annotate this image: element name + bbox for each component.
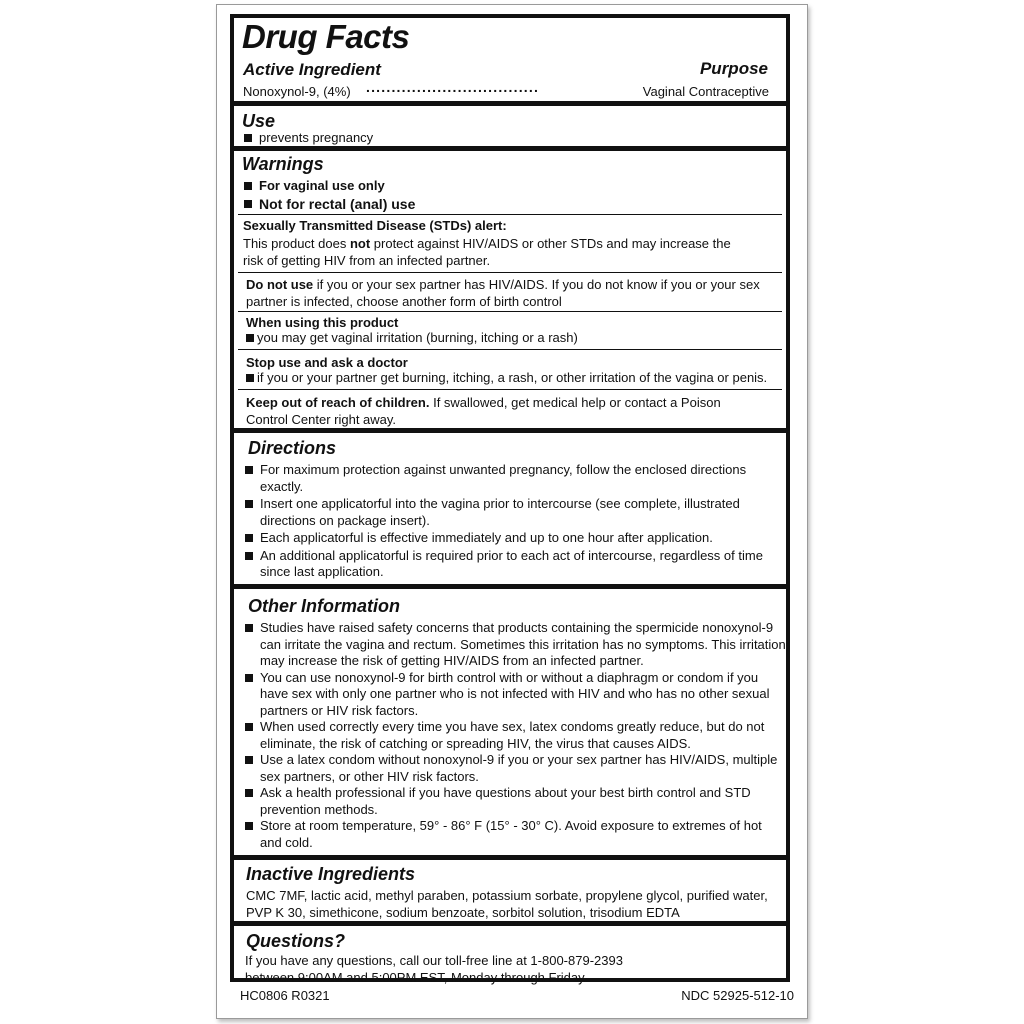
list-item: Ask a health professional if you have questions about your best birth control and STD prevention methods. — [244, 785, 786, 818]
warnings-section — [234, 151, 786, 433]
divider — [238, 311, 782, 312]
drug-facts-panel — [230, 14, 790, 985]
do-not-use-text — [246, 277, 776, 310]
list-item: Studies have raised safety concerns that products containing the spermicide nonoxynol-9 can irritate the vagina and rectum. Sometimes this irritation has no symptoms. This irritation may increase the risk of getting HIV/AIDS from an infected partner. — [244, 620, 786, 670]
other-information-header: Other Information — [248, 596, 400, 616]
keep-out-rest: If swallowed, get medical help or contact a Poison Control Center right away. — [246, 395, 721, 427]
when-using-item: you may get vaginal irritation (burning, itching or a rash) — [245, 330, 578, 347]
questions-text: If you have any questions, call our toll-free line at 1-800-879-2393 between 9:00AM and 5:00PM EST, Monday through Friday. — [245, 953, 623, 985]
directions-section — [234, 433, 786, 589]
keep-out-bold: Keep out of reach of children. — [246, 395, 430, 410]
active-ingredient-header: Active Ingredient — [243, 60, 381, 79]
when-using-title: When using this product — [246, 315, 399, 330]
list-item: When used correctly every time you have sex, latex condoms greatly reduce, but do not eliminate, the risk of catching or spreading HIV, the virus that causes AIDS. — [244, 719, 786, 752]
ndc-number: NDC 52925-512-10 — [681, 988, 794, 1003]
directions-list — [244, 462, 764, 581]
use-header: Use — [242, 111, 276, 131]
other-information-section — [234, 589, 786, 860]
keep-out-text — [246, 395, 746, 428]
do-not-use-rest: if you or your sex partner has HIV/AIDS. If you do not know if you or your sex partner is infected, choose another form of birth control — [246, 277, 760, 309]
list-item: An additional applicatorful is required prior to each act of intercourse, regardless of time since last application. — [244, 548, 764, 581]
std-text-part: protect against HIV/AIDS or other STDs and may increase the risk of getting HIV from an infected partner. — [243, 236, 731, 268]
inactive-ingredients-header: Inactive Ingredients — [246, 864, 416, 884]
use-item: prevents pregnancy — [243, 130, 373, 147]
do-not-use-bold: Do not use — [246, 277, 314, 292]
std-alert-text — [243, 236, 753, 269]
list-item: Insert one applicatorful into the vagina prior to intercourse (see complete, illustrated directions on package insert). — [244, 496, 764, 529]
directions-header: Directions — [248, 438, 337, 458]
list-item: For maximum protection against unwanted pregnancy, follow the enclosed directions exactly. — [244, 462, 764, 495]
list-item: Use a latex condom without nonoxynol-9 if you or your sex partner has HIV/AIDS, multiple sex partners, or other HIV risk factors. — [244, 752, 786, 785]
leader-dots: .................................. — [366, 79, 540, 95]
purpose-text: Vaginal Contraceptive — [642, 84, 769, 99]
purpose-header: Purpose — [699, 59, 768, 78]
inactive-ingredients-section — [234, 860, 786, 926]
warning-not-rectal: Not for rectal (anal) use — [243, 196, 415, 212]
divider — [238, 389, 782, 390]
std-text-part: This product does — [243, 236, 350, 251]
warnings-header: Warnings — [242, 154, 324, 174]
questions-section — [234, 926, 786, 985]
std-alert-title: Sexually Transmitted Disease (STDs) alert: — [243, 218, 507, 233]
divider — [238, 349, 782, 350]
use-section — [234, 106, 786, 151]
divider — [238, 272, 782, 273]
active-ingredient-section — [234, 18, 786, 106]
std-text-bold: not — [349, 236, 371, 251]
list-item: You can use nonoxynol-9 for birth control with or without a diaphragm or condom if you have sex with only one partner who is not infected with HIV and who has no other sexual partners or HIV risk factors. — [244, 670, 786, 720]
stop-use-title: Stop use and ask a doctor — [246, 355, 408, 370]
inactive-ingredients-text: CMC 7MF, lactic acid, methyl paraben, potassium sorbate, propylene glycol, purified water, PVP K 30, simethicone, sodium benzoate, sorbitol solution, trisodium EDTA — [246, 888, 768, 920]
product-code: HC0806 R0321 — [240, 988, 330, 1003]
other-information-list — [244, 620, 786, 851]
list-item: Store at room temperature, 59° - 86° F (15° - 30° C). Avoid exposure to extremes of hot and cold. — [244, 818, 786, 851]
stop-use-item: if you or your partner get burning, itching, a rash, or other irritation of the vagina or penis. — [245, 370, 767, 387]
page-title: Drug Facts — [242, 18, 410, 55]
list-item: Each applicatorful is effective immediately and up to one hour after application. — [244, 530, 764, 547]
warning-vaginal-only: For vaginal use only — [243, 178, 385, 193]
questions-header: Questions? — [246, 931, 346, 951]
active-ingredient-name: Nonoxynol-9, (4%) — [243, 84, 351, 99]
divider — [238, 214, 782, 215]
